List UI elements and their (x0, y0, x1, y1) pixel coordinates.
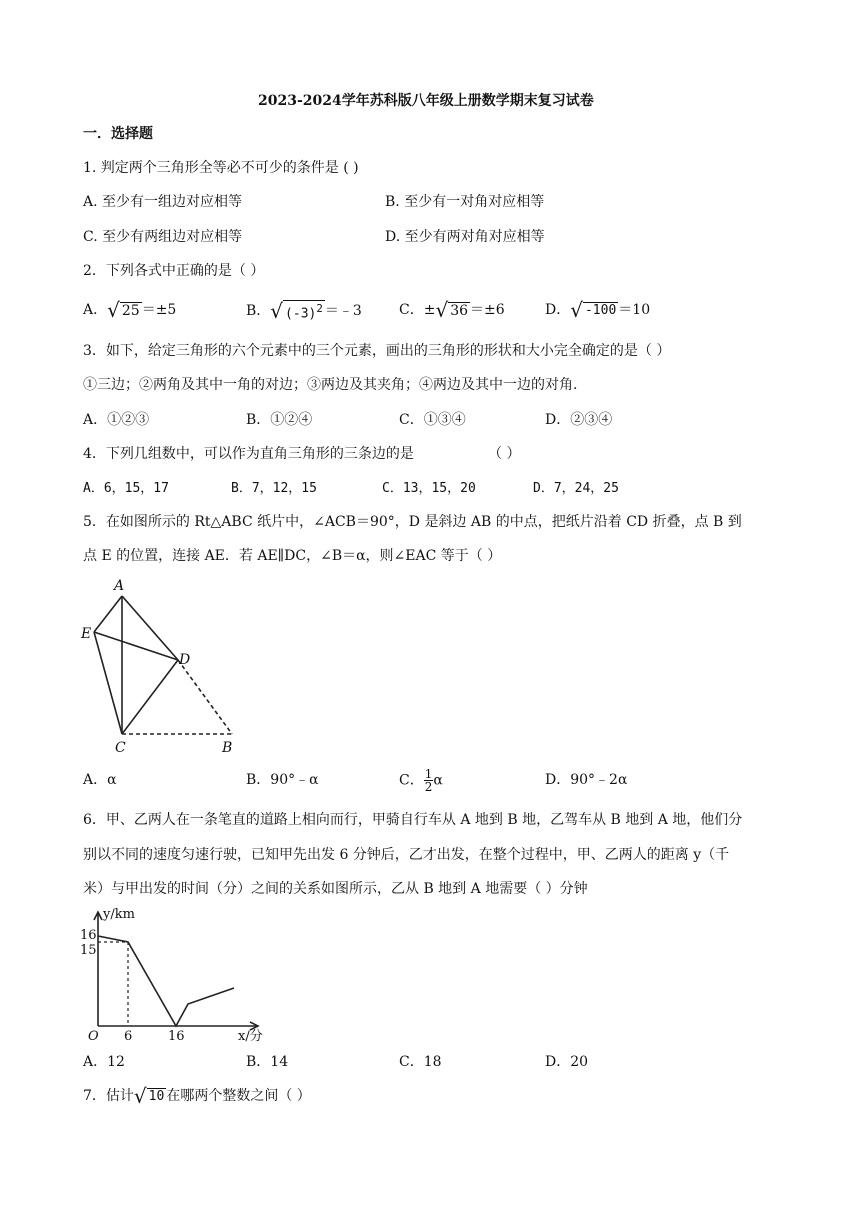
q5-option-c[interactable] (399, 768, 443, 793)
origin-label: O (88, 1029, 99, 1042)
q2-c-prefix: C．± (399, 302, 436, 318)
q6-graph (78, 906, 278, 1042)
q4-option-b[interactable]: B．7，12，15 (231, 481, 317, 496)
q2-stem: 2．下列各式中正确的是（ ） (83, 263, 265, 279)
q3-stem: 3．如下，给定三角形的六个元素中的三个元素，画出的三角形的形状和大小完全确定的是（ ） (83, 343, 671, 359)
fraction-numerator: 1 (424, 767, 433, 781)
point-label-B: B (222, 740, 233, 756)
q2-d-radicand: -100 (584, 302, 617, 318)
q6-option-b[interactable]: B．14 (246, 1054, 289, 1070)
distance-line (98, 936, 234, 1026)
q4-option-d[interactable]: D．7，24，25 (533, 481, 619, 496)
q5-option-d[interactable]: D．90°﹣2α (545, 772, 628, 788)
q2-option-d[interactable] (545, 300, 650, 320)
q1-option-c[interactable]: C. 至少有两组边对应相等 (83, 229, 243, 245)
y-tick-16: 16 (80, 928, 97, 943)
q5-stem-line1: 5．在如图所示的 Rt△ABC 纸片中，∠ACB＝90°，D 是斜边 AB 的中点，把纸片沿着 CD 折叠，点 B 到 (83, 514, 742, 530)
q7-radicand: 10 (148, 1088, 165, 1104)
q7-prefix: 7．估计 (83, 1088, 134, 1104)
q4-option-c[interactable]: C．13，15，20 (382, 481, 476, 496)
q3-option-d[interactable]: D．②③④ (545, 412, 613, 428)
q7-suffix: 在哪两个整数之间（ ） (166, 1088, 311, 1104)
q6-option-d[interactable]: D．20 (545, 1054, 589, 1070)
exam-title: 2023-2024学年苏科版八年级上册数学期末复习试卷 (258, 93, 594, 109)
q2-option-b[interactable] (246, 300, 362, 322)
y-axis-label: y/km (103, 907, 135, 922)
point-label-C: C (115, 740, 126, 756)
x-axis-label: x/分 (238, 1029, 263, 1042)
q2-a-radicand: 25 (121, 302, 140, 319)
q5-option-b[interactable]: B．90°﹣α (246, 772, 319, 788)
point-label-E: E (81, 626, 92, 642)
sqrt-icon: √ -100 (570, 298, 617, 322)
q2-b-prefix: B． (246, 303, 271, 320)
point-label-A: A (114, 578, 125, 594)
q2-c-radicand: 36 (450, 302, 469, 319)
point-label-D: D (179, 652, 191, 668)
q6-stem-line2: 别以不同的速度匀速行驶，已知甲先出发 6 分钟后，乙才出发，在整个过程中，甲、乙两人的距离 y（千 (83, 847, 730, 863)
y-tick-15: 15 (80, 943, 97, 958)
q4-stem: 4．下列几组数中，可以作为直角三角形的三条边的是 (83, 446, 414, 462)
segment-CD (122, 660, 178, 734)
fraction-denominator: 2 (424, 780, 433, 794)
q1-stem: 1. 判定两个三角形全等必不可少的条件是 ( ) (83, 160, 359, 176)
q2-a-result: ＝±5 (141, 302, 177, 318)
fraction (424, 768, 434, 793)
segment-DB (178, 660, 232, 734)
sqrt-icon: √ 25 (107, 298, 140, 322)
q1-option-a[interactable]: A. 至少有一组边对应相等 (83, 194, 243, 210)
q3-option-b[interactable]: B．①②④ (246, 412, 313, 428)
q2-b-radicand: (-3) (285, 306, 317, 322)
x-tick-6: 6 (124, 1029, 133, 1042)
q4-option-a[interactable]: A．6，15，17 (83, 481, 169, 496)
q6-stem-line3: 米）与甲出发的时间（分）之间的关系如图所示，乙从 B 地到 A 地需要（ ）分钟 (83, 881, 588, 897)
q2-b-exponent: 2 (316, 302, 323, 315)
q2-a-prefix: A． (83, 302, 108, 318)
segment-AE (94, 596, 122, 632)
q5-figure (78, 576, 248, 756)
q7-stem (83, 1086, 311, 1106)
q1-option-d[interactable]: D. 至少有两对角对应相等 (385, 229, 545, 245)
q4-paren: （ ） (488, 446, 521, 462)
q5-c-suffix: α (433, 772, 443, 789)
q6-option-c[interactable]: C．18 (399, 1054, 442, 1070)
q2-d-prefix: D． (545, 302, 571, 318)
q5-option-a[interactable]: A．α (83, 772, 117, 788)
q2-option-a[interactable] (83, 300, 176, 320)
sqrt-icon: √ 10 (133, 1084, 165, 1108)
q2-d-result: ＝10 (618, 302, 651, 318)
segment-EC (94, 632, 122, 734)
sqrt-icon: √ $(-3)^2$ (270, 299, 323, 324)
q1-option-b[interactable]: B. 至少有一对角对应相等 (385, 194, 545, 210)
q2-c-result: ＝±6 (470, 302, 505, 318)
section-heading: 一．选择题 (83, 126, 153, 142)
q6-option-a[interactable]: A．12 (83, 1054, 125, 1070)
sqrt-icon: √ 36 (435, 298, 469, 322)
q3-option-a[interactable]: A．①②③ (83, 412, 150, 428)
q2-b-result: ＝﹣3 (324, 303, 362, 320)
q3-option-c[interactable]: C．①③④ (399, 412, 466, 428)
q3-conditions: ①三边；②两角及其中一角的对边；③两边及其夹角；④两边及其中一边的对角. (83, 377, 578, 393)
q5-c-prefix: C． (399, 772, 424, 789)
q2-option-c[interactable] (399, 300, 505, 320)
x-tick-16: 16 (168, 1029, 185, 1042)
q5-stem-line2: 点 E 的位置，连接 AE．若 AE∥DC，∠B＝α，则∠EAC 等于（ ） (83, 548, 502, 564)
q6-stem-line1: 6．甲、乙两人在一条笔直的道路上相向而行，甲骑自行车从 A 地到 B 地，乙驾车从 B 地到 A 地，他们分 (83, 812, 743, 828)
